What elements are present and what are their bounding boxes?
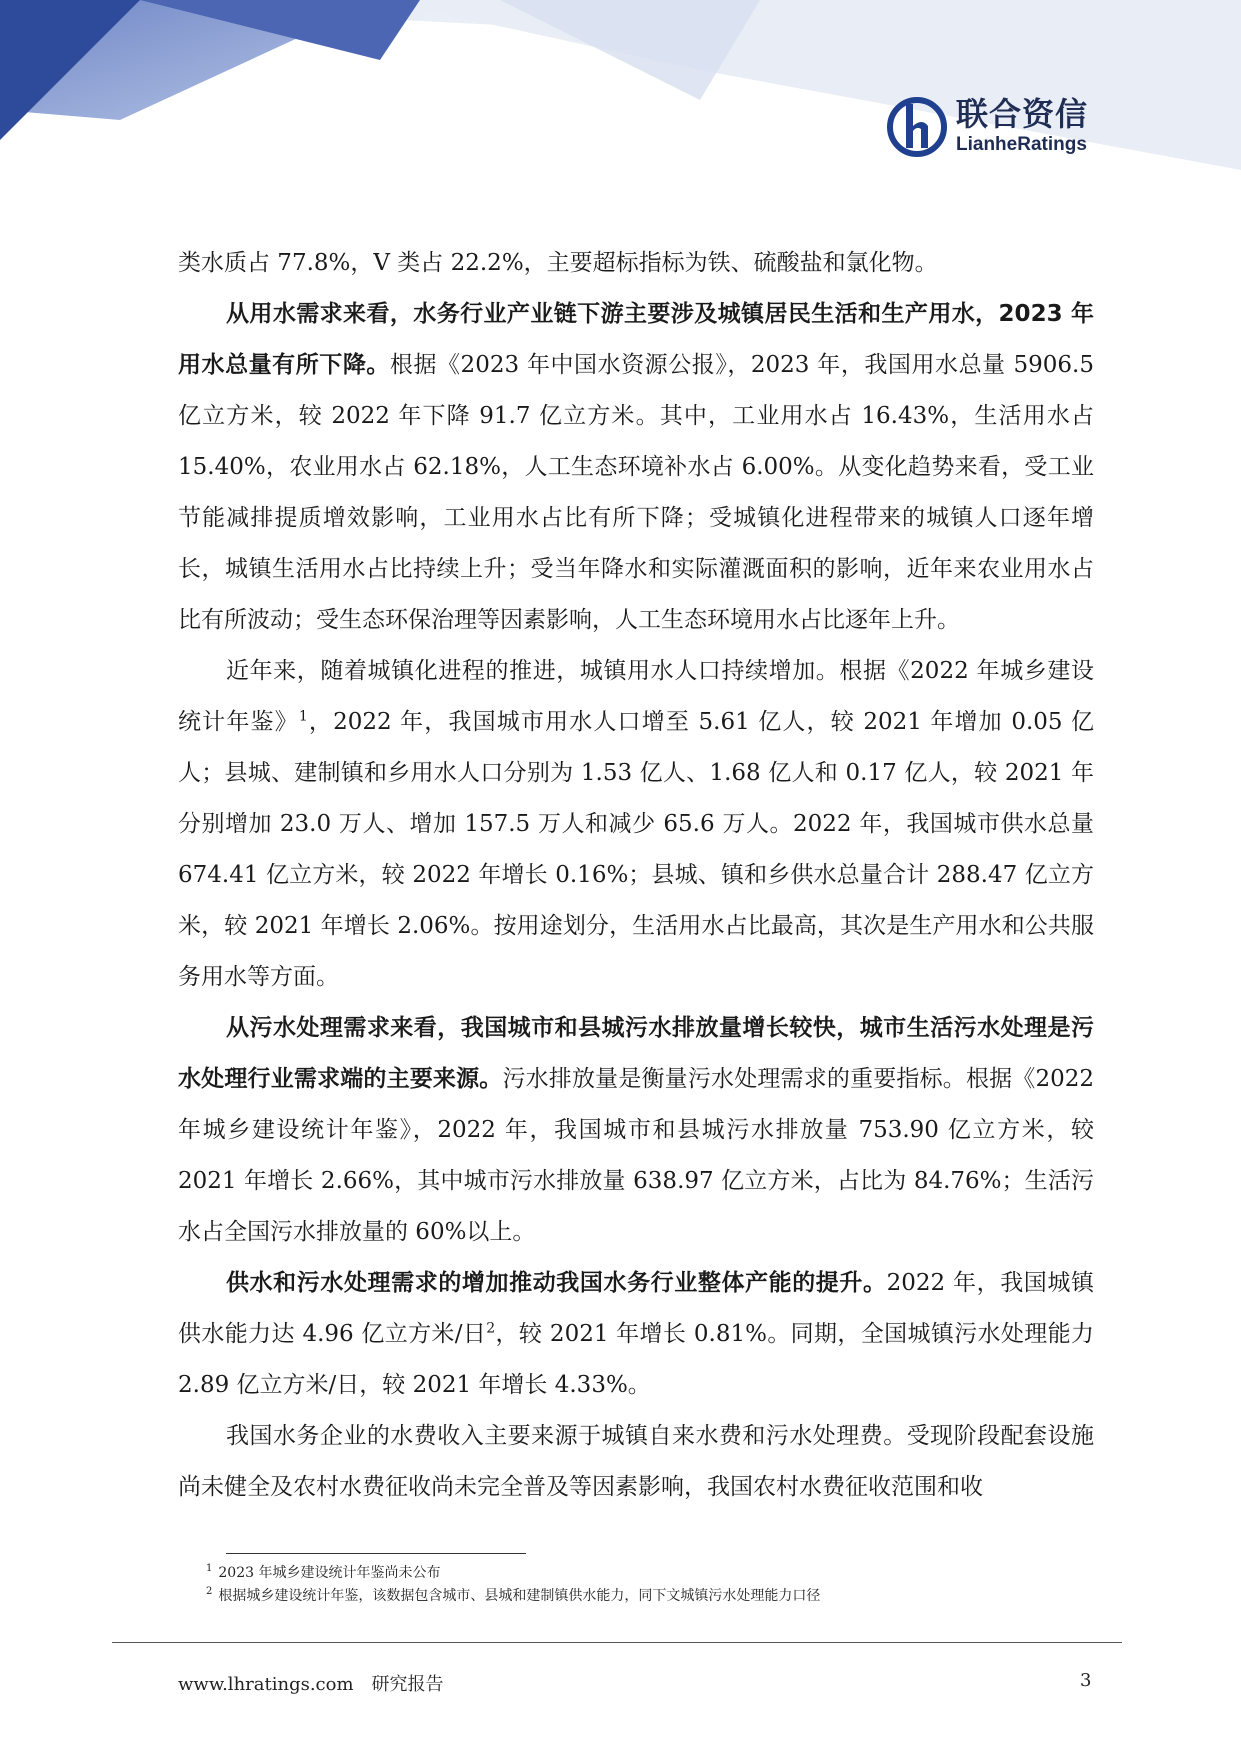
footnote-number: 2 (206, 1586, 213, 1598)
company-logo (886, 96, 1106, 160)
footnote-text: 2023 年城乡建设统计年鉴尚未公布 (218, 1565, 441, 1581)
footnote-item (206, 1562, 1106, 1585)
footnote-divider (226, 1553, 526, 1554)
footnote-text: 根据城乡建设统计年鉴，该数据包含城市、县城和建制镇供水能力，同下文城镇污水处理能力口径 (218, 1588, 821, 1604)
footer-label: 研究报告 (371, 1674, 444, 1695)
paragraph-water-demand-text: 根据《2023 年中国水资源公报》，2023 年，我国用水总量 5906.5 亿立方米，较 2022 年下降 91.7 亿立方米。其中，工业用水占 16.43%，生活用水占 15.40%，农业用水占 62.18%，人工生态环境补水占 6.00%。从变化趋势来看，受工业节能减排提质增效影响，工业用水占比有所下降；受城镇化进程带来的城镇人口逐年增长，城镇生活用水占比持续上升；受当年降水和实际灌溉面积的影响，近年来农业用水占比有所波动；受生态环保治理等因素影响，人工生态环境用水占比逐年上升。 (178, 352, 1095, 633)
paragraph-water-fees: 我国水务企业的水费收入主要来源于城镇自来水费和污水处理费。受现阶段配套设施尚未健全及农村水费征收尚未完全普及等因素影响，我国农村水费征收范围和收 (178, 1423, 1094, 1500)
paragraph-urban-population-text-b: ，2022 年，我国城市用水人口增至 5.61 亿人，较 2021 年增加 0.05 亿人；县城、建制镇和乡用水人口分别为 1.53 亿人、1.68 亿人和 0.17 亿人，较 2021 年分别增加 23.0 万人、增加 157.5 万人和减少 65.6 万人。2022 年，我国城市供水总量 674.41 亿立方米，较 2022 年增长 0.16%；县城、镇和乡供水总量合计 288.47 亿立方米，较 2021 年增长 2.06%。按用途划分，生活用水占比最高，其次是生产用水和公共服务用水等方面。 (178, 709, 1095, 990)
logo-text-english: LianheRatings (956, 134, 1087, 155)
paragraph-sewage-demand (178, 1003, 1094, 1258)
footnote-ref-1[interactable]: 1 (298, 708, 308, 725)
paragraph-capacity-heading: 供水和污水处理需求的增加推动我国水务行业整体产能的提升。 (226, 1270, 887, 1296)
paragraph-water-quality: 类水质占 77.8%，V 类占 22.2%，主要超标指标为铁、硫酸盐和氯化物。 (178, 250, 938, 276)
logo-text-chinese: 联合资信 (956, 95, 1089, 133)
paragraph-urban-population-text-a: 近年来，随着城镇化进程的推进，城镇用水人口持续增加。根据《2022 年城乡建设统计年鉴》 (178, 658, 1094, 735)
page-number: 3 (1080, 1670, 1092, 1691)
footer-divider (112, 1642, 1122, 1643)
paragraph-capacity-text-a: 2022 年，我国城镇供水能力达 4.96 亿立方米/日 (178, 1270, 1094, 1347)
paragraph-capacity-text-b: ，较 2021 年增长 0.81%。同期，全国城镇污水处理能力 2.89 亿立方米/日，较 2021 年增长 4.33%。 (178, 1321, 1094, 1398)
page-footer (178, 1670, 462, 1696)
footnote-item (206, 1585, 1106, 1608)
paragraph-urban-population (178, 646, 1094, 1003)
paragraph-water-demand-heading: 从用水需求来看，水务行业产业链下游主要涉及城镇居民生活和生产用水，2023 年用水总量有所下降。 (178, 301, 1094, 378)
report-body (178, 238, 1094, 1513)
footnotes (206, 1562, 1106, 1608)
footer-website-link[interactable]: www.lhratings.com (178, 1674, 354, 1695)
paragraph-capacity (178, 1258, 1094, 1411)
paragraph-sewage-demand-heading: 从污水处理需求来看，我国城市和县城污水排放量增长较快，城市生活污水处理是污水处理行业需求端的主要来源。 (178, 1015, 1094, 1092)
footnote-number: 1 (206, 1563, 213, 1575)
lianhe-logo-icon (886, 96, 948, 158)
paragraph-sewage-demand-text: 污水排放量是衡量污水处理需求的重要指标。根据《2022 年城乡建设统计年鉴》，2022 年，我国城市和县城污水排放量 753.90 亿立方米，较 2021 年增长 2.66%，其中城市污水排放量 638.97 亿立方米，占比为 84.76%；生活污水占全国污水排放量的 60%以上。 (178, 1066, 1094, 1245)
paragraph-water-demand (178, 289, 1094, 646)
footnote-ref-2[interactable]: 2 (486, 1320, 496, 1337)
